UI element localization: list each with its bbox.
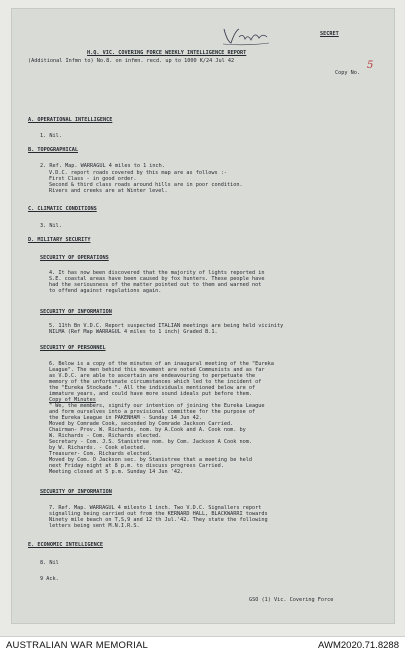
report-subtitle: (Additional Infmn to) No.8. on infmn. recd. up to 1000 K/24 Jul 42 xyxy=(28,58,235,64)
section-heading: SECURITY OF PERSONNEL xyxy=(40,345,106,351)
text-line: Second & third class roads around hills are in poor condition. xyxy=(49,182,243,188)
document-page xyxy=(11,8,395,624)
archive-footer xyxy=(0,636,405,654)
classification-marking: SECRET xyxy=(320,31,339,37)
text-line: Moved by Comrade Cook, seconded by Comrade Jackson Carried. xyxy=(49,421,234,427)
text-line: Treasurer- Com. Richards elected. xyxy=(49,451,153,457)
text-line: 5. 11th Bn V.D.C. Report suspected ITALIAN meetings are being held vicinity xyxy=(49,323,284,329)
section-heading: SECURITY OF OPERATIONS xyxy=(40,255,109,261)
text-line: Ninety mile beach on T,S,9 and 12 th Jul.'42. They state the following xyxy=(49,517,268,523)
text-line: next Friday night at 8 p.m. to discuss progress Carried. xyxy=(49,463,224,469)
text-line: to offend against regulations again. xyxy=(49,288,162,294)
archive-name: AUSTRALIAN WAR MEMORIAL xyxy=(6,640,149,651)
text-line: the Eureka League in PAKENHAM - Sunday 14 Jun 42. xyxy=(49,415,203,421)
text-line: by W. Richards. - Cook elected. xyxy=(49,445,146,451)
copy-label: Copy No. xyxy=(335,70,360,76)
text-line: the "Eureka Stockade ". All the individuals mentioned below are of xyxy=(49,385,256,391)
text-line: NILMA (Ref Map WARRAGUL 4 miles to 1 inch) Graded B.1. xyxy=(49,329,218,335)
text-line: Meeting closed at 5 p.m. Sunday 14 Jun '42. xyxy=(49,469,184,475)
section-heading: SECURITY OF INFORMATION xyxy=(40,489,112,495)
section-heading: B. TOPOGRAPHICAL xyxy=(28,147,78,153)
text-line: 4. It has now been discovered that the majority of lights reported in xyxy=(49,270,265,276)
text-line: Chairman- Prov. W. Richards, nom. by A.Cook and A. Cook nom. by xyxy=(49,427,246,433)
text-line: 7. Ref. Map. WARRAGUL 4 milesto 1 inch. Two V.D.C. Signallers report xyxy=(49,505,262,511)
text-line: First Class - in good order. xyxy=(49,176,137,182)
text-line: 6. Below is a copy of the minutes of an inaugural meeting of the "Eureka xyxy=(49,361,274,367)
text-line: had the seriousness of the matter pointed out to them and warned not xyxy=(49,282,262,288)
text-line: League". The men behind this movement are noted Communists and as far xyxy=(49,367,265,373)
text-line: Copy of Minutes xyxy=(49,397,96,403)
text-line: " We, the members, signify our intention of joining the Eureka League xyxy=(49,403,265,409)
text-line: V.D.C. report roads covered by this map are as follows :- xyxy=(49,170,228,176)
section-heading: E. ECONOMIC INTELLIGENCE xyxy=(28,542,103,548)
section-heading: SECURITY OF INFORMATION xyxy=(40,309,112,315)
archive-reference: AWM2020.71.8288 xyxy=(318,640,399,651)
section-heading: D. MILITARY SECURITY xyxy=(28,237,91,243)
handwritten-signature xyxy=(221,25,271,47)
text-line: 2. Ref. Map. WARRAGUL 4 miles to 1 inch. xyxy=(40,163,165,169)
text-line: S.E. coastal areas have been caused by fox hunters. These people have xyxy=(49,276,265,282)
text-line: immature years, and could have more sound ideals put before them. xyxy=(49,391,253,397)
section-heading: C. CLIMATIC CONDITIONS xyxy=(28,206,97,212)
text-line: signalling being carried out from the KERNARD HALL, BLACKWARRI towards xyxy=(49,511,268,517)
text-line: 3. Nil. xyxy=(40,223,62,229)
text-line: GSO (1) Vic. Covering Force xyxy=(249,597,334,603)
text-line: letters being sent M.N.I.R.S. xyxy=(49,523,140,529)
report-title: H.Q. VIC. COVERING FORCE WEEKLY INTELLIGENCE REPORT xyxy=(87,50,247,56)
text-line: Moved by Com. O Jackson sec. by Stanistree that a meeting be held xyxy=(49,457,253,463)
text-line: 1. Nil. xyxy=(40,133,62,139)
text-line: memory of the unfortunate circumstances which led to the incident of xyxy=(49,379,262,385)
text-line: 9 Ack. xyxy=(40,576,59,582)
text-line: Secretary - Com. J.S. Stanistree nom. by Com. Jackson A Cook nom. xyxy=(49,439,253,445)
text-line: Rivers and creeks are at Winter level. xyxy=(49,188,168,194)
text-line: as V.D.C. are able to ascertain are endeavouring to perpetuate the xyxy=(49,373,256,379)
section-heading: A. OPERATIONAL INTELLIGENCE xyxy=(28,117,113,123)
text-line: W. Richards - Com. Richards elected. xyxy=(49,433,162,439)
copy-number: 5 xyxy=(367,60,374,71)
text-line: and form ourselves into a provisional committee for the purpose of xyxy=(49,409,256,415)
text-line: 8. Nil xyxy=(40,560,59,566)
